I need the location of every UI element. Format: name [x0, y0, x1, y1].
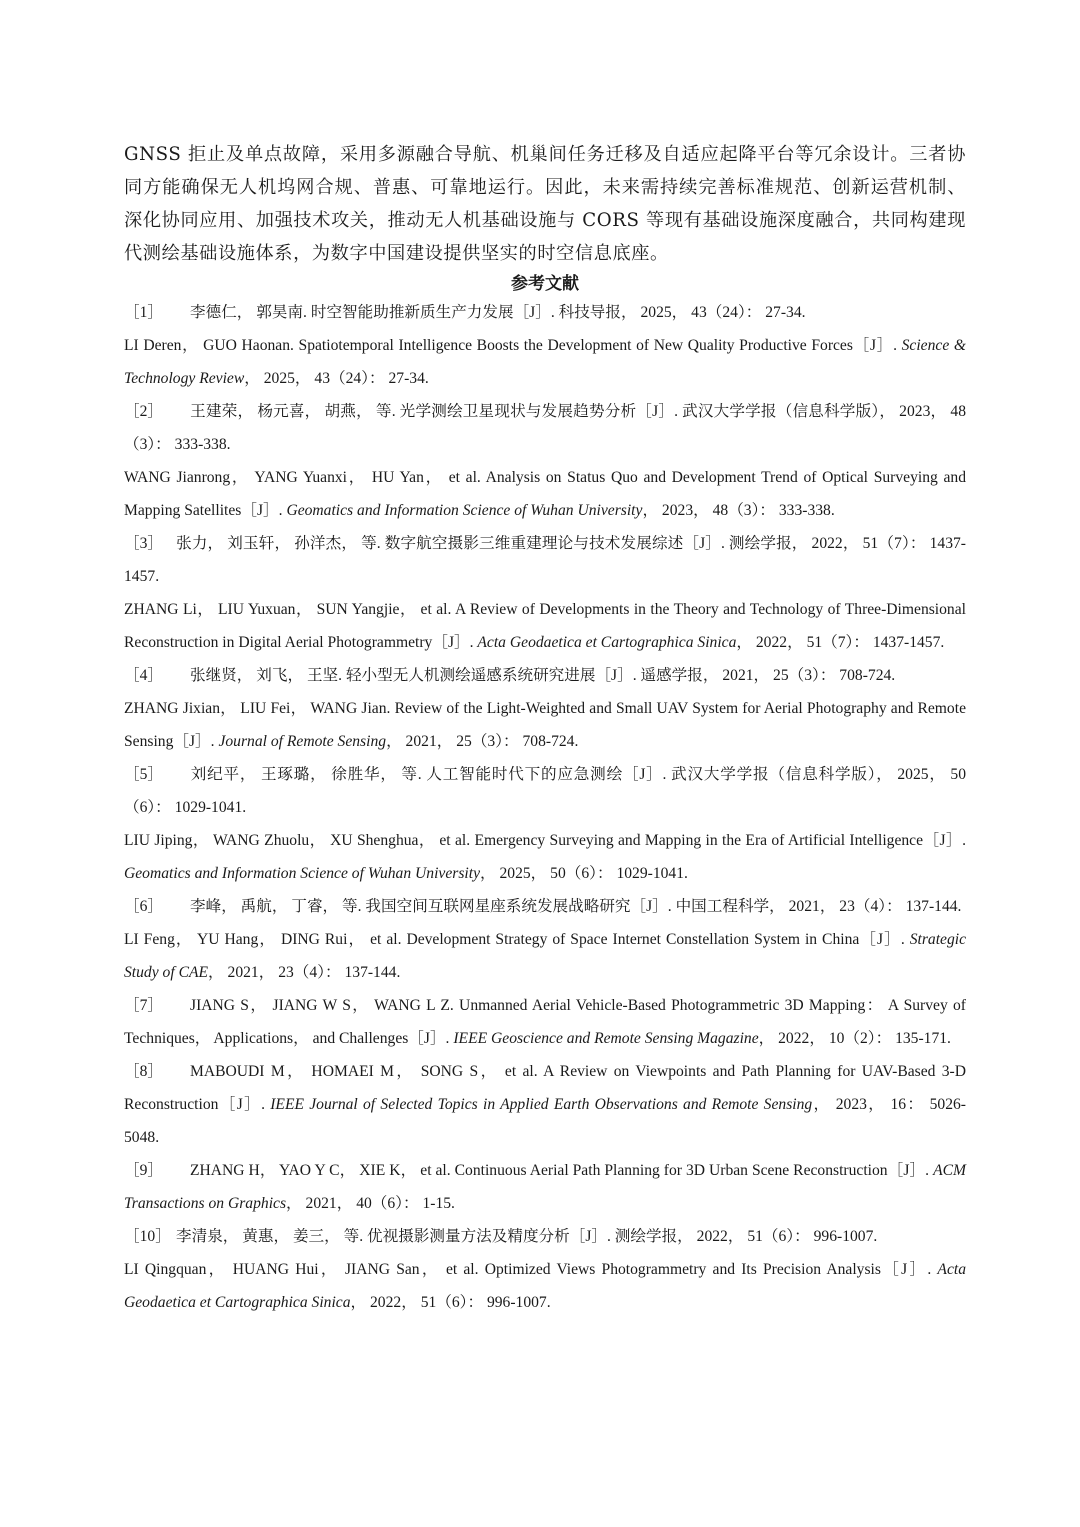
- reference-number: ［7］: [124, 997, 163, 1014]
- reference-1-cn: ［1］ 李德仁， 郭昊南. 时空智能助推新质生产力发展［J］. 科技导报， 2025， 43（24）： 27-34.: [124, 296, 966, 329]
- reference-number: ［3］: [124, 535, 163, 552]
- reference-7: ［7］ JIANG S， JIANG W S， WANG L Z. Unmanned Aerial Vehicle-Based Photogrammetric 3D Mapping： A Survey of Techniques， Applications， and Challenges［J］. IEEE Geoscience and Remote Sensing Magazine， 2022， 10（2）： 135-171.: [124, 989, 966, 1055]
- reference-list: [124, 296, 966, 1319]
- journal-name: IEEE Journal of Selected Topics in Applied Earth Observations and Remote Sensing: [270, 1096, 813, 1113]
- journal-name: ACM Transactions on Graphics: [124, 1162, 966, 1212]
- reference-number: ［1］: [124, 304, 163, 321]
- journal-name: IEEE Geoscience and Remote Sensing Magazine: [453, 1030, 759, 1047]
- reference-number: ［10］: [124, 1228, 171, 1245]
- reference-8: ［8］ MABOUDI M， HOMAEI M， SONG S， et al. A Review on Viewpoints and Path Planning for UAV-Based 3-D Reconstruction［J］. IEEE Journal of Selected Topics in Applied Earth Observations and Remote Sensing， 2023， 16： 5026-5048.: [124, 1055, 966, 1154]
- reference-5-cn: ［5］ 刘纪平， 王琢璐， 徐胜华， 等. 人工智能时代下的应急测绘［J］. 武汉大学学报（信息科学版）， 2025， 50（6）： 1029-1041.: [124, 758, 966, 824]
- journal-name: Geomatics and Information Science of Wuhan University: [286, 502, 643, 519]
- page-content: [124, 138, 966, 1319]
- reference-6-cn: ［6］ 李峰， 禹航， 丁睿， 等. 我国空间互联网星座系统发展战略研究［J］. 中国工程科学， 2021， 23（4）： 137-144.: [124, 890, 966, 923]
- reference-1-en: LI Deren， GUO Haonan. Spatiotemporal Intelligence Boosts the Development of New Quality Productive Forces［J］. Science & Technology Review， 2025， 43（24）： 27-34.: [124, 337, 966, 387]
- reference-2-en: WANG Jianrong， YANG Yuanxi， HU Yan， et al. Analysis on Status Quo and Development Trend of Optical Surveying and Mapping Satellites［J］. Geomatics and Information Science of Wuhan University， 2023， 48（3）： 333-338.: [124, 469, 966, 519]
- reference-number: ［8］: [124, 1063, 163, 1080]
- reference-10-en: LI Qingquan， HUANG Hui， JIANG San， et al. Optimized Views Photogrammetry and Its Precision Analysis［J］. Acta Geodaetica et Cartographica Sinica， 2022， 51（6）： 996-1007.: [124, 1261, 966, 1311]
- conclusion-paragraph: GNSS 拒止及单点故障，采用多源融合导航、机巢间任务迁移及自适应起降平台等冗余设计。三者协同方能确保无人机坞网合规、普惠、可靠地运行。因此，未来需持续完善标准规范、创新运营机制、深化协同应用、加强技术攻关，推动无人机基础设施与 CORS 等现有基础设施深度融合，共同构建现代测绘基础设施体系，为数字中国建设提供坚实的时空信息底座。: [124, 144, 966, 264]
- journal-name: Acta Geodaetica et Cartographica Sinica: [124, 1261, 966, 1311]
- reference-number: ［5］: [124, 766, 163, 783]
- journal-name: Journal of Remote Sensing: [218, 733, 387, 750]
- references-heading: 参考文献: [511, 274, 579, 294]
- reference-10-cn: ［10］ 李清泉， 黄惠， 姜三， 等. 优视摄影测量方法及精度分析［J］. 测绘学报， 2022， 51（6）： 996-1007.: [124, 1220, 966, 1253]
- journal-name: Acta Geodaetica et Cartographica Sinica: [477, 634, 737, 651]
- reference-2-cn: ［2］ 王建荣， 杨元喜， 胡燕， 等. 光学测绘卫星现状与发展趋势分析［J］. 武汉大学学报（信息科学版）， 2023， 48（3）： 333-338.: [124, 395, 966, 461]
- reference-number: ［2］: [124, 403, 163, 420]
- journal-name: Science & Technology Review: [124, 337, 966, 387]
- reference-3-en: ZHANG Li， LIU Yuxuan， SUN Yangjie， et al. A Review of Developments in the Theory and Technology of Three-Dimensional Reconstruction in Digital Aerial Photogrammetry［J］. Acta Geodaetica et Cartographica Sinica， 2022， 51（7）： 1437-1457.: [124, 601, 966, 651]
- reference-number: ［4］: [124, 667, 163, 684]
- reference-4-en: ZHANG Jixian， LIU Fei， WANG Jian. Review of the Light-Weighted and Small UAV System for Aerial Photography and Remote Sensing［J］. Journal of Remote Sensing， 2021， 25（3）： 708-724.: [124, 700, 966, 750]
- reference-number: ［6］: [124, 898, 163, 915]
- reference-9: ［9］ ZHANG H， YAO Y C， XIE K， et al. Continuous Aerial Path Planning for 3D Urban Scene Reconstruction［J］. ACM Transactions on Graphics， 2021， 40（6）： 1-15.: [124, 1154, 966, 1220]
- reference-5-en: LIU Jiping， WANG Zhuolu， XU Shenghua， et al. Emergency Surveying and Mapping in the Era of Artificial Intelligence［J］. Geomatics and Information Science of Wuhan University， 2025， 50（6）： 1029-1041.: [124, 832, 966, 882]
- journal-name: Geomatics and Information Science of Wuhan University: [124, 865, 480, 882]
- reference-4-cn: ［4］ 张继贤， 刘飞， 王坚. 轻小型无人机测绘遥感系统研究进展［J］. 遥感学报， 2021， 25（3）： 708-724.: [124, 659, 966, 692]
- reference-3-cn: ［3］ 张力， 刘玉轩， 孙洋杰， 等. 数字航空摄影三维重建理论与技术发展综述［J］. 测绘学报， 2022， 51（7）： 1437-1457.: [124, 527, 966, 593]
- reference-6-en: LI Feng， YU Hang， DING Rui， et al. Development Strategy of Space Internet Constellation System in China［J］. Strategic Study of CAE， 2021， 23（4）： 137-144.: [124, 931, 967, 981]
- journal-name: Strategic Study of CAE: [124, 931, 967, 981]
- reference-number: ［9］: [124, 1162, 163, 1179]
